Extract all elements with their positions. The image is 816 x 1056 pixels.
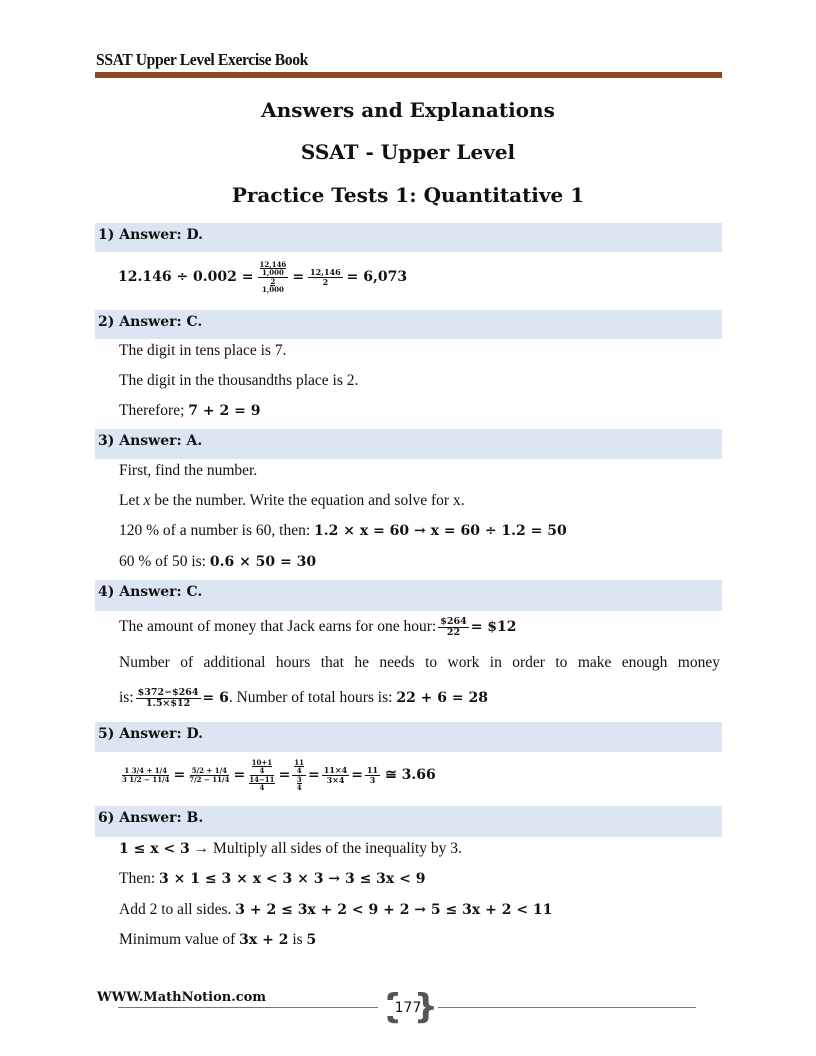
q3-line-1: First, find the number. <box>119 462 258 479</box>
q3-l2-b: be the number. Write the equation and solve for x. <box>150 492 465 509</box>
q5-equation <box>118 752 436 798</box>
q6-line-2 <box>119 870 425 888</box>
q5-a-n: 1 3/4 + 1/4 <box>124 766 168 776</box>
page-number: 177 <box>378 1000 438 1016</box>
q1-complex-fraction <box>258 261 289 293</box>
q6-l3-math: 3 + 2 ≤ 3x + 2 < 9 + 2 → 5 ≤ 3x + 2 < 11 <box>235 902 553 918</box>
q3-l2-x: x <box>143 492 151 509</box>
q5-e-d: 3×4 <box>326 774 345 785</box>
q4-l1-fd: 22 <box>446 626 461 638</box>
page-number-box <box>378 987 438 1027</box>
q1-equation <box>118 253 407 301</box>
q6-l1-math: 1 ≤ x < 3 <box>119 841 190 857</box>
section-title: Practice Tests 1: Quantitative 1 <box>231 183 585 207</box>
q1-f1-dd: 1,000 <box>261 284 284 294</box>
q5-d-d2: 4 <box>296 782 302 792</box>
q5-frac-f <box>365 766 380 784</box>
q5-d-d1: 3 <box>296 774 302 784</box>
q6-l4-text: Minimum value of <box>119 931 240 948</box>
q4-line-2: Number of additional hours that he needs to work in order to make enough money <box>119 654 720 671</box>
q2-line-2: The digit in the thousandths place is 2. <box>119 372 359 389</box>
answer-header-6: 6) Answer: B. <box>95 806 722 837</box>
q3-l3-text: 120 % of a number is 60, then: <box>119 522 315 539</box>
q5-a-d: 3 1/2 − 11/4 <box>122 774 170 784</box>
q2-l3-math: 7 + 2 = 9 <box>188 403 261 419</box>
q1-result: = 6,073 <box>346 269 408 285</box>
q3-l3-math: 1.2 × x = 60 → x = 60 ÷ 1.2 = 50 <box>314 523 567 539</box>
q5-b-d: 7/2 − 11/4 <box>189 774 230 784</box>
q6-l4-m2: 5 <box>306 932 317 948</box>
q4-l1-result: = $12 <box>470 619 517 635</box>
q5-frac-b <box>187 767 231 783</box>
q1-f1-dn: 2 <box>270 276 276 286</box>
q6-l2-math: 3 × 1 ≤ 3 × x < 3 × 3 → 3 ≤ 3x < 9 <box>159 871 426 887</box>
q3-line-2 <box>119 492 465 510</box>
q6-l4-is: is <box>288 931 307 948</box>
q4-l3-fn: $372−$264 <box>137 686 199 698</box>
q5-d-n2: 4 <box>296 766 302 776</box>
q4-l3-fraction <box>136 688 201 709</box>
q5-frac-e <box>322 766 349 784</box>
answer-header-5: 5) Answer: D. <box>95 722 722 752</box>
q5-frac-c <box>247 759 276 791</box>
q3-l2-a: Let <box>119 492 144 509</box>
q4-l1-fn: $264 <box>440 615 467 627</box>
answer-header-1: 1) Answer: D. <box>95 223 722 252</box>
q4-line-3 <box>119 683 488 713</box>
q1-f1-nd: 1,000 <box>261 268 284 278</box>
q6-l3-text: Add 2 to all sides. <box>119 901 236 918</box>
q6-line-4 <box>119 931 316 949</box>
q4-l3-a: is: <box>119 689 134 706</box>
q5-frac-a <box>120 767 172 783</box>
q5-b-n: 5/2 + 1/4 <box>191 766 228 776</box>
q4-l1-text: The amount of money that Jack earns for one hour: <box>119 618 437 635</box>
q5-approx: ≅ 3.66 <box>385 767 436 783</box>
q4-line-1 <box>119 612 517 642</box>
q5-c-n1: 10+1 <box>251 757 273 767</box>
q6-l1-text: → Multiply all sides of the inequality by 3. <box>189 840 462 857</box>
q4-l3-result: = 6 <box>202 690 229 706</box>
q5-c-n2: 4 <box>259 766 265 776</box>
q5-eq-1: = <box>173 767 186 783</box>
q3-l4-text: 60 % of 50 is: <box>119 553 210 570</box>
answer-header-3: 3) Answer: A. <box>95 429 722 459</box>
q5-frac-d <box>292 759 306 791</box>
q4-l1-fraction <box>438 617 468 638</box>
q6-line-3 <box>119 901 552 919</box>
q5-eq-4: = <box>308 767 320 783</box>
q5-f-d: 3 <box>369 774 376 785</box>
q6-l2-text: Then: <box>119 870 160 887</box>
q3-l4-math: 0.6 × 50 = 30 <box>209 554 317 570</box>
q1-eq: = <box>292 269 305 285</box>
page-subtitle: SSAT - Upper Level <box>300 140 516 164</box>
q1-f1-nn: 12,146 <box>259 259 287 269</box>
q5-eq-2: = <box>233 767 246 783</box>
q5-eq-5: = <box>351 767 363 783</box>
page-title: Answers and Explanations <box>261 98 555 122</box>
right-brace-icon: } <box>413 987 438 1027</box>
q5-eq-3: = <box>278 767 291 783</box>
q5-c-d1: 14−11 <box>249 774 275 784</box>
q1-lhs: 12.146 ÷ 0.002 = <box>118 269 254 285</box>
q1-f2-n: 12,146 <box>310 267 341 278</box>
q2-line-3 <box>119 402 260 420</box>
q5-f-n: 11 <box>366 765 379 776</box>
answer-header-2: 2) Answer: C. <box>95 310 722 339</box>
q1-fraction-2 <box>308 268 343 286</box>
q2-l3-text: Therefore; <box>119 402 189 419</box>
q3-line-3 <box>119 522 567 540</box>
q3-line-4 <box>119 553 316 571</box>
q4-l3-math: 22 + 6 = 28 <box>396 690 488 706</box>
q2-line-1: The digit in tens place is 7. <box>119 342 287 359</box>
q4-l3-fd: 1.5×$12 <box>145 697 191 709</box>
q6-line-1 <box>119 840 462 858</box>
q1-f2-d: 2 <box>322 276 329 287</box>
q6-l4-m1: 3x + 2 <box>239 932 289 948</box>
book-title: SSAT Upper Level Exercise Book <box>96 50 309 69</box>
q4-l3-text: . Number of total hours is: <box>228 689 397 706</box>
q5-d-n1: 11 <box>294 757 305 767</box>
answer-header-4: 4) Answer: C. <box>95 580 722 611</box>
q5-c-d2: 4 <box>259 782 265 792</box>
header-rule <box>95 72 722 78</box>
q5-e-n: 11×4 <box>323 765 348 776</box>
footer-website: WWW.MathNotion.com <box>97 990 267 1005</box>
